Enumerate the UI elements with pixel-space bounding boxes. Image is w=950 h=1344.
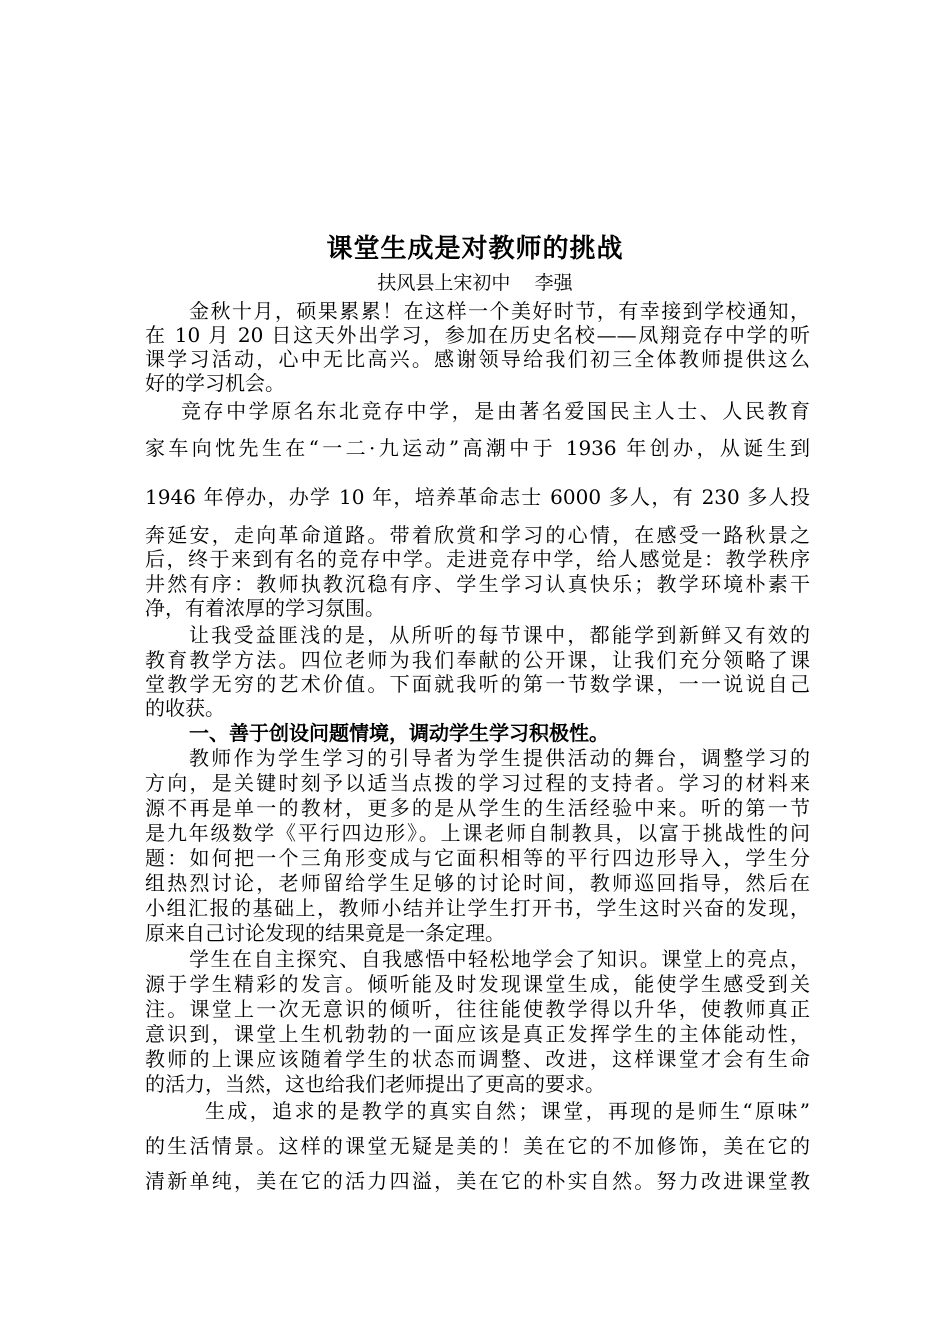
- text-line: 题：如何把一个三角形变成与它面积相等的平行四边形导入，学生分: [145, 846, 810, 870]
- text-line: 教师的上课应该随着学生的状态而调整、改进，这样课堂才会有生命: [145, 1047, 810, 1071]
- text-line: 奔延安，走向革命道路。带着欣赏和学习的心情，在感受一路秋景之: [145, 523, 810, 547]
- text-line: 金秋十月，硕果累累！在这样一个美好时节，有幸接到学校通知，: [189, 299, 810, 323]
- text-line: 井然有序：教师执教沉稳有序、学生学习认真快乐；教学环境朴素干: [145, 572, 810, 596]
- text-line: 好的学习机会。: [145, 371, 285, 395]
- text-line: 净，有着浓厚的学习氛围。: [145, 596, 385, 620]
- text-line: 让我受益匪浅的是，从所听的每节课中，都能学到新鲜又有效的: [189, 623, 810, 647]
- text-line: 教育教学方法。四位老师为我们奉献的公开课，让我们充分领略了课: [145, 648, 810, 672]
- text-line: 在 10 月 20 日这天外出学习，参加在历史名校——凤翔竞存中学的听: [145, 323, 810, 347]
- text-line: 的收获。: [145, 696, 225, 720]
- text-line: 竞存中学原名东北竞存中学，是由著名爱国民主人士、人民教育: [181, 399, 810, 423]
- text-line: 原来自己讨论发现的结果竟是一条定理。: [145, 921, 505, 945]
- text-line: 方向，是关键时刻予以适当点拨的学习过程的支持者。学习的材料来: [145, 771, 810, 795]
- text-line: 1946 年停办，办学 10 年，培养革命志士 6000 多人，有 230 多人投: [145, 485, 810, 509]
- text-line: 课学习活动，心中无比高兴。感谢领导给我们初三全体教师提供这么: [145, 347, 810, 371]
- text-line: 后，终于来到有名的竞存中学。走进竞存中学，给人感觉是：教学秩序: [145, 547, 810, 571]
- text-line: 清新单纯，美在它的活力四溢，美在它的朴实自然。努力改进课堂教: [145, 1169, 810, 1193]
- text-line: 源不再是单一的教材，更多的是从学生的生活经验中来。听的第一节: [145, 796, 810, 820]
- section-heading: 一、善于创设问题情境，调动学生学习积极性。: [189, 721, 609, 745]
- text-line: 注。课堂上一次无意识的倾听，往往能使教学得以升华，使教师真正: [145, 997, 810, 1021]
- text-line: 意识到，课堂上生机勃勃的一面应该是真正发挥学生的主体能动性，: [145, 1022, 810, 1046]
- author-byline: 扶风县上宋初中 李强: [377, 272, 573, 294]
- text-line: 家车向忱先生在“一二·九运动”高潮中于 1936 年创办，从诞生到: [145, 436, 810, 460]
- text-line: 学生在自主探究、自我感悟中轻松地学会了知识。课堂上的亮点，: [189, 947, 810, 971]
- text-line: 组热烈讨论，老师留给学生足够的讨论时间，教师巡回指导，然后在: [145, 871, 810, 895]
- document-title: 课堂生成是对教师的挑战: [326, 234, 624, 264]
- text-line: 的活力，当然，这也给我们老师提出了更高的要求。: [145, 1072, 605, 1096]
- text-line: 小组汇报的基础上，教师小结并让学生打开书，学生这时兴奋的发现，: [145, 896, 810, 920]
- text-line: 生成，追求的是教学的真实自然；课堂，再现的是师生“原味”: [205, 1099, 810, 1123]
- text-line: 是九年级数学《平行四边形》。上课老师自制教具，以富于挑战性的问: [145, 821, 810, 845]
- text-line: 堂教学无穷的艺术价值。下面就我听的第一节数学课，一一说说自己: [145, 672, 810, 696]
- text-line: 教师作为学生学习的引导者为学生提供活动的舞台，调整学习的: [189, 746, 810, 770]
- text-line: 的生活情景。这样的课堂无疑是美的！美在它的不加修饰，美在它的: [145, 1134, 810, 1158]
- text-line: 源于学生精彩的发言。倾听能及时发现课堂生成，能使学生感受到关: [145, 972, 810, 996]
